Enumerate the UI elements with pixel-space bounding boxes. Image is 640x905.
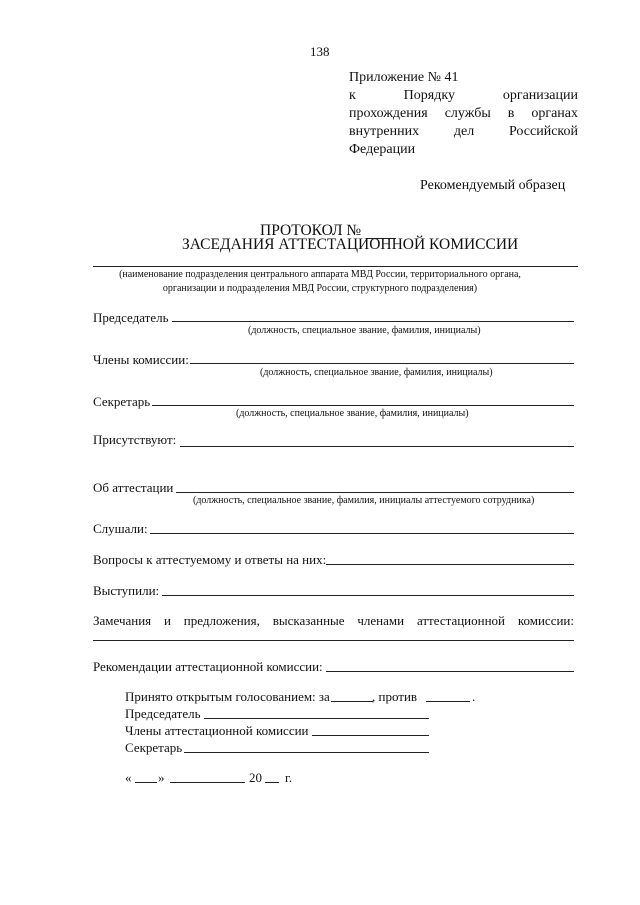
- sample-note: Рекомендуемый образец: [420, 178, 566, 193]
- present-label: Присутствуют:: [93, 432, 177, 447]
- questions-label: Вопросы к аттестуемому и ответы на них:: [93, 552, 327, 567]
- subdivision-caption-1: (наименование подразделения центрального аппарата МВД России, территориального органа,: [119, 269, 521, 280]
- signature-chairman-line[interactable]: [204, 718, 429, 719]
- votes-against-line[interactable]: [426, 701, 470, 702]
- attestation-caption: (должность, специальное звание, фамилия, инициалы аттестуемого сотрудника): [193, 495, 535, 506]
- chairman-label: Председатель: [93, 310, 169, 325]
- signature-members-label: Члены аттестационной комиссии: [125, 723, 309, 738]
- voting-text: Принято открытым голосованием: за: [125, 689, 330, 704]
- date-year-line[interactable]: [265, 782, 279, 783]
- secretary-caption: (должность, специальное звание, фамилия, инициалы): [236, 408, 469, 419]
- voting-against-text: , против: [372, 689, 418, 704]
- appendix-line-1: Приложение № 41: [349, 70, 459, 85]
- voting-end: .: [472, 689, 476, 704]
- members-label: Члены комиссии:: [93, 352, 189, 367]
- signature-members-line[interactable]: [312, 735, 429, 736]
- speakers-label: Выступили:: [93, 583, 160, 598]
- members-line[interactable]: [190, 363, 574, 364]
- remarks-label: Замечания и предложения, высказанные членами аттестационной комиссии:: [93, 613, 574, 628]
- members-caption: (должность, специальное звание, фамилия, инициалы): [260, 367, 493, 378]
- subdivision-line: [93, 266, 578, 267]
- subdivision-caption-2: организации и подразделения МВД России, структурного подразделения): [162, 283, 478, 294]
- chairman-caption: (должность, специальное звание, фамилия, инициалы): [248, 325, 481, 336]
- attestation-label: Об аттестации: [93, 480, 174, 495]
- protocol-subtitle: ЗАСЕДАНИЯ АТТЕСТАЦИОННОЙ КОМИССИИ: [182, 236, 519, 253]
- appendix-line-4: внутренних дел Российской: [349, 124, 578, 139]
- recommendations-label: Рекомендации аттестационной комиссии:: [93, 659, 323, 674]
- protocol-title: ПРОТОКОЛ №: [260, 222, 362, 239]
- signature-chairman-label: Председатель: [125, 706, 201, 721]
- appendix-line-5: Федерации: [349, 142, 416, 157]
- questions-line[interactable]: [326, 564, 574, 565]
- date-month-line[interactable]: [170, 782, 245, 783]
- appendix-line-3: прохождения службы в органах: [349, 106, 578, 121]
- secretary-line[interactable]: [152, 405, 574, 406]
- date-year-suffix: г.: [285, 770, 293, 785]
- chairman-line[interactable]: [172, 321, 574, 322]
- date-year-prefix: 20: [249, 770, 262, 785]
- date-open-quote: «: [125, 770, 132, 785]
- present-line[interactable]: [180, 446, 574, 447]
- signature-secretary-label: Секретарь: [125, 740, 183, 755]
- attestation-line[interactable]: [176, 492, 574, 493]
- speakers-line[interactable]: [162, 595, 574, 596]
- remarks-line[interactable]: [93, 640, 574, 641]
- secretary-label: Секретарь: [93, 394, 151, 409]
- appendix-line-2: к Порядку организации: [349, 88, 578, 103]
- date-day-line[interactable]: [135, 782, 157, 783]
- votes-for-line[interactable]: [331, 701, 373, 702]
- page-number: 138: [310, 44, 330, 59]
- date-close-quote: »: [158, 770, 165, 785]
- heard-line[interactable]: [150, 533, 574, 534]
- signature-secretary-line[interactable]: [184, 752, 429, 753]
- heard-label: Слушали:: [93, 521, 148, 536]
- recommendations-line[interactable]: [326, 671, 574, 672]
